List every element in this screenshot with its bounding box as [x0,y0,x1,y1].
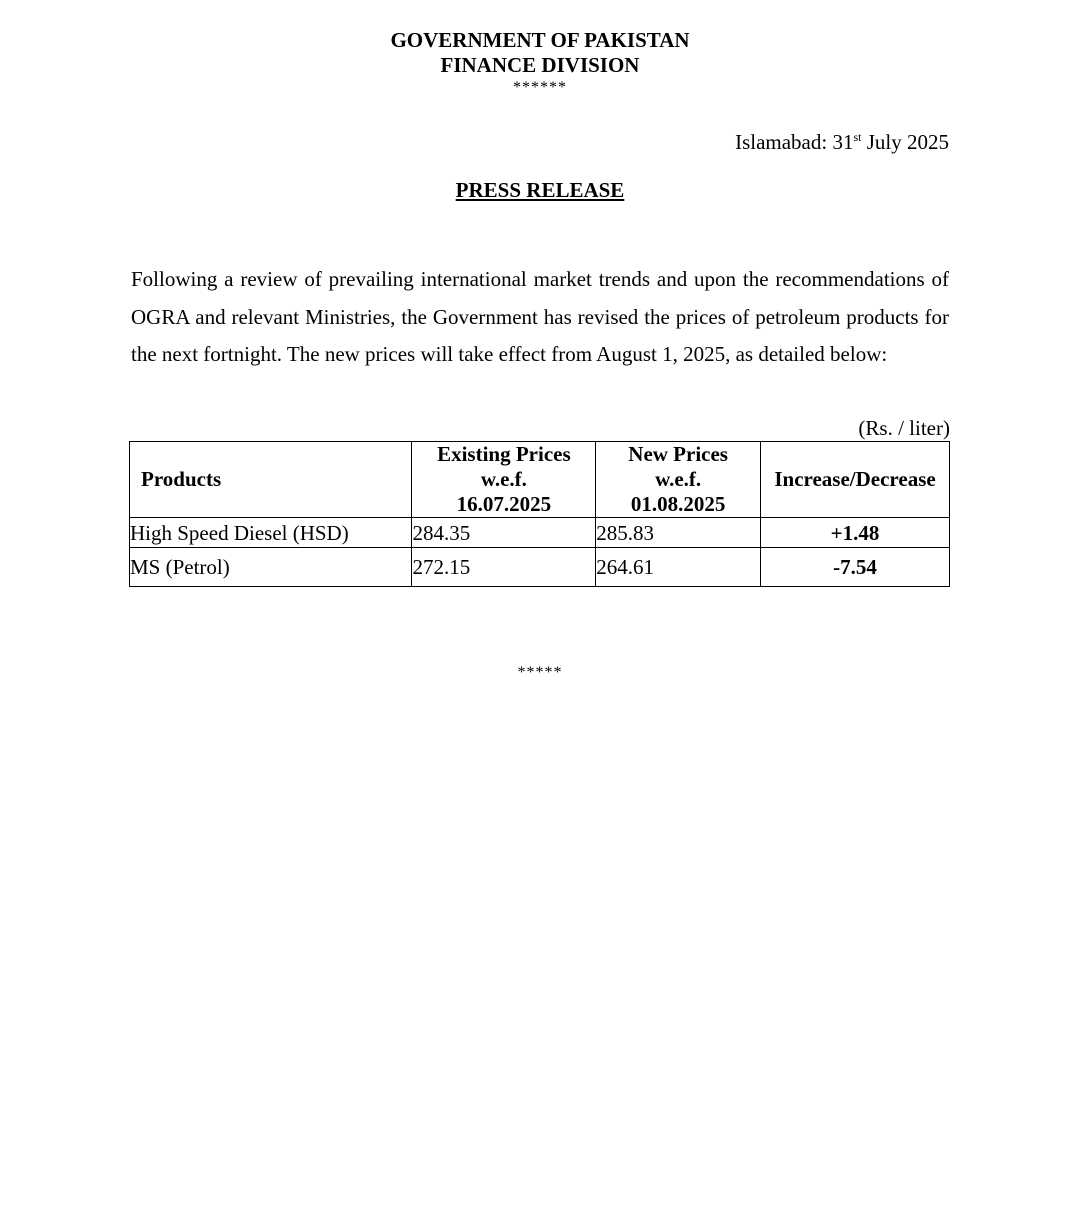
document-title: PRESS RELEASE [455,178,625,202]
table-row [130,548,950,587]
header-products: Products [130,442,412,518]
unit-label: (Rs. / liter) [858,416,950,440]
dateline-place-day: Islamabad: 31 [735,130,854,154]
letterhead [0,28,1080,96]
division-title: FINANCE DIVISION [440,53,640,77]
new-price-cell: 264.61 [596,548,761,587]
product-name-cell: High Speed Diesel (HSD) [130,518,412,548]
header-existing-line2: w.e.f. [480,467,527,491]
header-existing-prices [412,442,596,518]
dateline [735,128,949,156]
header-existing-line3: 16.07.2025 [456,492,552,516]
header-new-line2: w.e.f. [655,467,702,491]
existing-price-cell: 272.15 [412,548,596,587]
table-row [130,518,950,548]
price-table [129,441,950,587]
header-new-line3: 01.08.2025 [630,492,726,516]
header-existing-line1: Existing Prices [437,442,571,466]
new-price-cell: 285.83 [596,518,761,548]
price-change-cell: +1.48 [761,518,950,548]
product-name-cell: MS (Petrol) [130,548,412,587]
government-title: GOVERNMENT OF PAKISTAN [390,28,690,52]
dateline-month-year: July 2025 [861,130,949,154]
existing-price-cell: 284.35 [412,518,596,548]
header-separator: ****** [513,79,567,96]
header-new-line1: New Prices [628,442,728,466]
header-new-prices [596,442,761,518]
header-increase-decrease: Increase/Decrease [761,442,950,518]
footer-separator: ***** [517,664,563,681]
body-paragraph: Following a review of prevailing international market trends and upon the recommendations of OGRA and relevant Ministries, the Government has revised the prices of petroleum products for the next fortnight. The new prices will take effect from August 1, 2025, as detailed below: [131,267,949,366]
price-table-header-row [130,442,950,518]
price-change-cell: -7.54 [761,548,950,587]
dateline-ordinal: st [853,130,862,144]
